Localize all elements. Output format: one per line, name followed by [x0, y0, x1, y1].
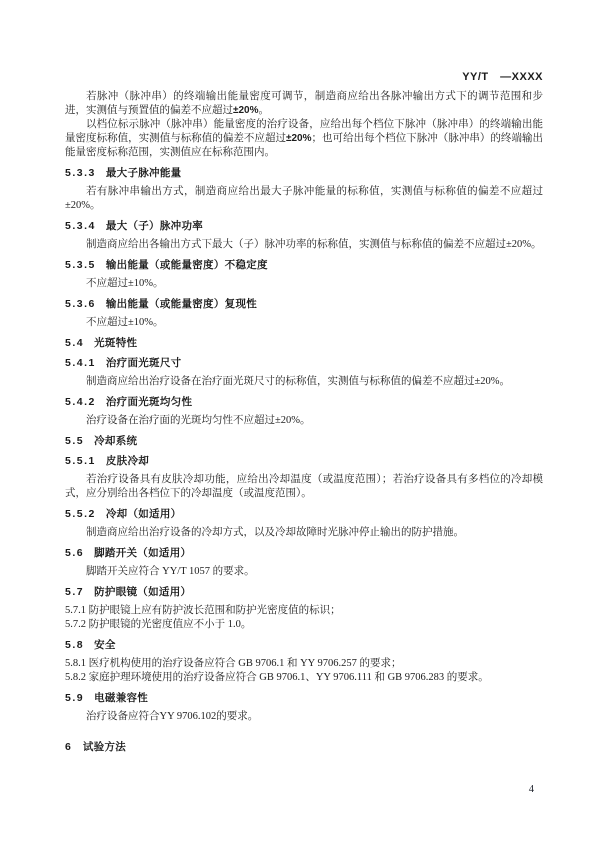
section-heading-5-9: [65, 691, 543, 705]
clause-5-8-2: [65, 671, 543, 685]
text-run: 5.7.1 防护眼镜上应有防护波长范围和防护光密度值的标识；: [65, 605, 341, 616]
text-run: 脚踏开关应符合 YY/T 1057 的要求。: [86, 566, 255, 577]
text-run: 制造商应给出治疗设备的冷却方式，以及冷却故障时光脉冲停止输出的防护措施。: [86, 527, 464, 538]
section-title: 输出能量（或能量密度）不稳定度: [105, 259, 268, 271]
section-title: 试验方法: [82, 741, 127, 753]
text-run: ±20%: [286, 133, 312, 144]
section-title: 防护眼镜（如适用）: [94, 586, 192, 598]
section-number: 6: [65, 741, 71, 753]
section-title: 皮肤冷却: [105, 455, 150, 467]
section-heading-5-3-5: [65, 258, 543, 272]
standard-number-header: YY/T —XXXX: [462, 71, 543, 83]
section-heading-5-4-2: [65, 395, 543, 409]
section-heading-5-4-1: [65, 356, 543, 370]
body-paragraph: [65, 565, 543, 579]
body-paragraph: [65, 90, 543, 118]
section-number: 5.5: [65, 435, 85, 447]
section-title: 最大子脉冲能量: [105, 167, 182, 179]
text-run: 治疗设备在治疗面的光斑均匀性不应超过±20%。: [86, 415, 311, 426]
text-run: 治疗设备应符合YY 9706.102的要求。: [86, 711, 259, 722]
text-run: 若脉冲（脉冲串）的终端输出能量密度可调节，制造商应给出各脉冲输出方式下的调节范围和步进，实测值与预置值的偏差不应超过: [65, 91, 543, 116]
section-heading-5-3-4: [65, 219, 543, 233]
section-heading-5-7: [65, 585, 543, 599]
section-number: 5.4.1: [65, 357, 96, 369]
text-run: 。: [258, 105, 270, 116]
section-heading-5-5-1: [65, 454, 543, 468]
text-run: 5.8.2 家庭护理环境使用的治疗设备应符合 GB 9706.1、YY 9706.111 和 GB 9706.283 的要求。: [65, 672, 489, 683]
section-heading-5-5-2: [65, 507, 543, 521]
text-run: 若有脉冲串输出方式，制造商应给出最大子脉冲能量的标称值，实测值与标称值的偏差不应超过±20%。: [65, 186, 543, 211]
section-title: 冷却系统: [94, 435, 138, 447]
section-number: 5.6: [65, 547, 85, 559]
section-number: 5.7: [65, 586, 85, 598]
text-run: ±20%: [233, 105, 259, 116]
section-title: 安全: [94, 639, 116, 651]
body-paragraph: [65, 710, 543, 724]
section-heading-5-5: [65, 434, 543, 448]
text-run: 5.8.1 医疗机构使用的治疗设备应符合 GB 9706.1 和 YY 9706.257 的要求；: [65, 658, 402, 669]
text-run: 不应超过±10%。: [86, 278, 164, 289]
section-title: 电磁兼容性: [94, 692, 149, 704]
page-number: 4: [528, 784, 534, 795]
section-number: 5.4: [65, 337, 85, 349]
section-number: 5.3.4: [65, 220, 96, 232]
text-run: 制造商应给出各输出方式下最大（子）脉冲功率的标称值，实测值与标称值的偏差不应超过±20%。: [86, 239, 542, 250]
text-run: 制造商应给出治疗设备在治疗面光斑尺寸的标称值，实测值与标称值的偏差不应超过±20%。: [86, 376, 511, 387]
section-heading-5-4: [65, 336, 543, 350]
body-paragraph: [65, 277, 543, 291]
section-number: 5.3.5: [65, 259, 96, 271]
text-run: 若治疗设备具有皮肤冷却功能，应给出冷却温度（或温度范围）；若治疗设备具有多档位的冷却模式，应分别给出各档位下的冷却温度（或温度范围）。: [65, 474, 543, 499]
section-number: 5.3.3: [65, 167, 96, 179]
section-title: 输出能量（或能量密度）复现性: [105, 298, 258, 310]
section-heading-5-3-3: [65, 166, 543, 180]
clause-5-7-2: [65, 618, 543, 632]
section-number: 5.4.2: [65, 396, 96, 408]
section-heading-6: [65, 740, 543, 754]
section-heading-5-6: [65, 546, 543, 560]
section-title: 冷却（如适用）: [105, 508, 182, 520]
body-paragraph: [65, 414, 543, 428]
body-paragraph: [65, 526, 543, 540]
section-title: 治疗面光斑均匀性: [105, 396, 193, 408]
section-title: 脚踏开关（如适用）: [94, 547, 192, 559]
body-paragraph: [65, 238, 543, 252]
section-heading-5-3-6: [65, 297, 543, 311]
section-number: 5.8: [65, 639, 85, 651]
clause-5-8-1: [65, 657, 543, 671]
section-title: 治疗面光斑尺寸: [105, 357, 182, 369]
text-run: 不应超过±10%。: [86, 317, 164, 328]
section-number: 5.5.1: [65, 455, 96, 467]
document-blocks: [65, 90, 543, 759]
clause-5-7-1: [65, 604, 543, 618]
body-paragraph: [65, 185, 543, 213]
text-run: ；也可给出每个档位下脉冲（脉冲串）的终端输出能量密度标称范围，实测值应在标称范围内。: [65, 133, 544, 158]
text-run: 5.7.2 防护眼镜的光密度值应不小于 1.0。: [65, 619, 252, 630]
section-title: 最大（子）脉冲功率: [105, 220, 204, 232]
section-number: 5.3.6: [65, 298, 96, 310]
body-paragraph: [65, 473, 543, 501]
body-paragraph: [65, 316, 543, 330]
section-number: 5.9: [65, 692, 85, 704]
section-heading-5-8: [65, 638, 543, 652]
section-title: 光斑特性: [94, 337, 138, 349]
body-paragraph: [65, 118, 543, 160]
section-number: 5.5.2: [65, 508, 96, 520]
body-paragraph: [65, 375, 543, 389]
text-run: 以档位标示脉冲（脉冲串）能量密度的治疗设备，应给出每个档位下脉冲（脉冲串）的终端输出能量密度标称值，实测值与标称值的偏差不应超过: [65, 119, 543, 144]
